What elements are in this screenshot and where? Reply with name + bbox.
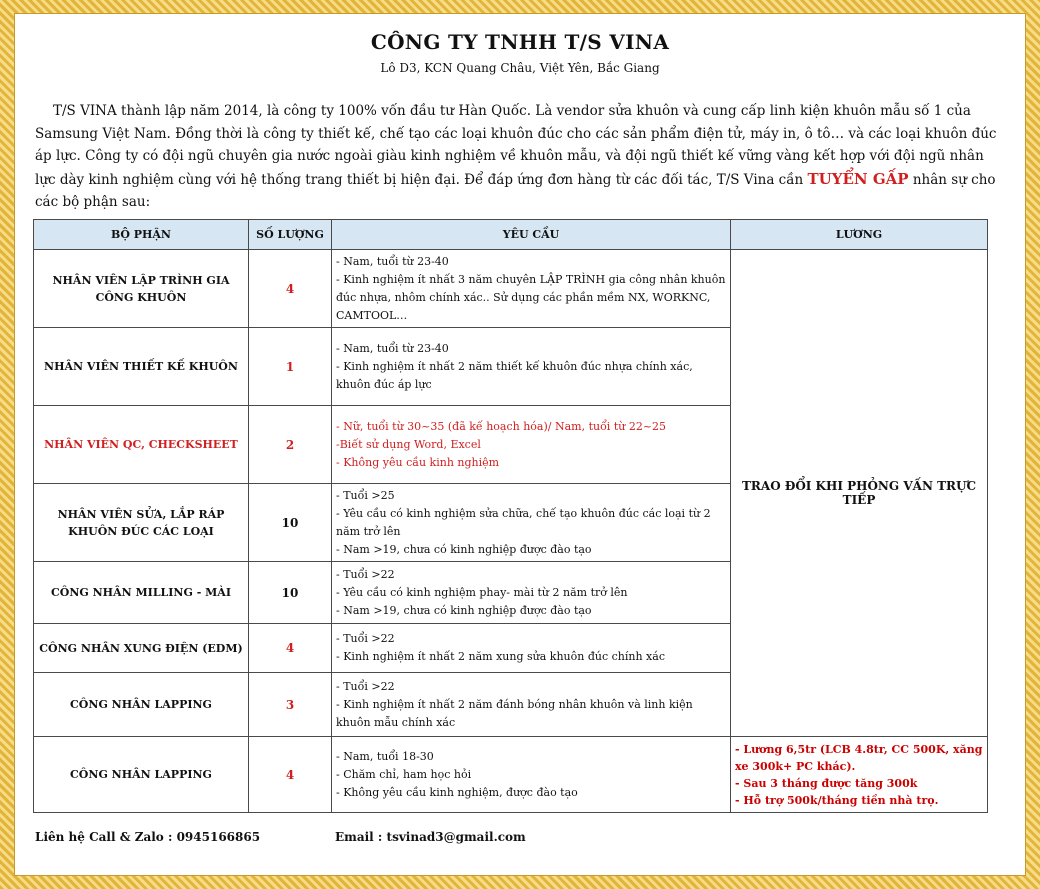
intro-text: T/S VINA thành lập năm 2014, là công ty 100% vốn đầu tư Hàn Quốc. Là vendor sửa khuôn và cung cấp linh kiện khuôn mẫu số 1 của Samsung Việt Nam. Đồng thời là công ty thiết kế, chế tạo các loại khuôn đúc cho các sản phẩm điện tử, máy in, ô tô… và các loại khuôn đúc áp lực. Công ty có đội ngũ chuyên gia nước ngoài giàu kinh nghiệm về khuôn mẫu, và đội ngũ thiết kế vững vàng kết hợp với đội ngũ nhân lực dày kinh nghiệm cùng với hệ thống trang thiết bị hiện đại. Để đáp ứng đơn hàng từ các đối tác, T/S Vina cần: [35, 103, 997, 188]
header-requirements: YÊU CẦU: [332, 220, 731, 250]
req-line: - Không yêu cầu kinh nghiệm: [336, 455, 500, 469]
req-cell: [332, 737, 731, 813]
qty-cell: 4: [249, 624, 332, 673]
req-cell: [332, 562, 731, 624]
qty-cell: 2: [249, 406, 332, 484]
company-title: CÔNG TY TNHH T/S VINA: [370, 30, 670, 54]
qty-cell: 10: [249, 562, 332, 624]
header-department: BỘ PHẬN: [34, 220, 249, 250]
table-header-row: [34, 220, 988, 250]
header-salary: LƯƠNG: [731, 220, 988, 250]
dept-cell: NHÂN VIÊN QC, CHECKSHEET: [34, 406, 249, 484]
intro-paragraph: [35, 100, 1003, 214]
qty-cell: 10: [249, 484, 332, 562]
header-quantity: SỐ LƯỢNG: [249, 220, 332, 250]
salary-line: - Lương 6,5tr (LCB 4.8tr, CC 500K, xăng xe 300k+ PC khác).: [735, 742, 983, 773]
req-cell: [332, 624, 731, 673]
req-line: - Nam, tuổi 18-30: [336, 749, 434, 763]
req-line: -Biết sử dụng Word, Excel: [336, 437, 481, 451]
req-line: - Yêu cầu có kinh nghiệm phay- mài từ 2 năm trở lên: [336, 585, 628, 599]
dept-cell: CÔNG NHÂN MILLING - MÀI: [34, 562, 249, 624]
table-row: [34, 250, 988, 328]
salary-line: - Hỗ trợ 500k/tháng tiền nhà trọ.: [735, 793, 939, 807]
urgent-highlight: TUYỂN GẤP: [807, 169, 909, 188]
req-line: - Kinh nghiệm ít nhất 3 năm chuyên LẬP TRÌNH gia công nhân khuôn đúc nhựa, nhôm chính xác.. Sử dụng các phần mềm NX, WORKNC, CAMTOOL…: [336, 272, 726, 322]
company-address: Lô D3, KCN Quang Châu, Việt Yên, Bắc Giang: [380, 61, 660, 75]
req-line: - Tuổi >22: [336, 567, 395, 581]
req-line: - Tuổi >25: [336, 488, 395, 502]
req-line: - Nam >19, chưa có kinh nghiệp được đào tạo: [336, 603, 592, 617]
salary-detail-cell: [731, 737, 988, 813]
qty-cell: 3: [249, 673, 332, 737]
req-cell: [332, 673, 731, 737]
dept-cell: CÔNG NHÂN XUNG ĐIỆN (EDM): [34, 624, 249, 673]
req-line: - Kinh nghiệm ít nhất 2 năm thiết kế khuôn đúc nhựa chính xác, khuôn đúc áp lực: [336, 359, 693, 391]
req-line: - Chăm chỉ, ham học hỏi: [336, 767, 472, 781]
req-line: - Tuổi >22: [336, 632, 395, 645]
req-line: - Yêu cầu có kinh nghiệm sửa chữa, chế tạo khuôn đúc các loại từ 2 năm trở lên: [336, 506, 711, 538]
req-line: - Không yêu cầu kinh nghiệm, được đào tạo: [336, 785, 578, 799]
req-cell: [332, 328, 731, 406]
req-line: - Kinh nghiệm ít nhất 2 năm xung sửa khuôn đúc chính xác: [336, 650, 665, 663]
req-cell: [332, 406, 731, 484]
req-line: - Tuổi >22: [336, 679, 395, 693]
req-line: - Kinh nghiệm ít nhất 2 năm đánh bóng nhân khuôn và linh kiện khuôn mẫu chính xác: [336, 697, 693, 729]
req-line: - Nữ, tuổi từ 30~35 (đã kế hoạch hóa)/ Nam, tuổi từ 22~25: [336, 419, 667, 433]
req-cell: [332, 484, 731, 562]
qty-cell: 4: [249, 737, 332, 813]
dept-cell: CÔNG NHÂN LAPPING: [34, 673, 249, 737]
table-row: [34, 737, 988, 813]
intro-text-end: nhân sự cho các bộ phận sau:: [35, 171, 996, 210]
req-cell: [332, 250, 731, 328]
qty-cell: 4: [249, 250, 332, 328]
contact-email: Email : tsvinad3@gmail.com: [335, 830, 526, 844]
dept-cell: NHÂN VIÊN LẬP TRÌNH GIA CÔNG KHUÔN: [34, 250, 249, 328]
dept-cell: NHÂN VIÊN THIẾT KẾ KHUÔN: [34, 328, 249, 406]
salary-common-cell: TRAO ĐỔI KHI PHỎNG VẤN TRỰC TIẾP: [731, 250, 988, 737]
dept-cell: CÔNG NHÂN LAPPING: [34, 737, 249, 813]
contact-phone: Liên hệ Call & Zalo : 0945166865: [35, 830, 261, 844]
jobs-table: [33, 219, 988, 813]
req-line: - Nam, tuổi từ 23-40: [336, 254, 449, 268]
dept-cell: NHÂN VIÊN SỬA, LẮP RÁP KHUÔN ĐÚC CÁC LOẠI: [34, 484, 249, 562]
salary-line: - Sau 3 tháng được tăng 300k: [735, 776, 918, 790]
qty-cell: 1: [249, 328, 332, 406]
req-line: - Nam, tuổi từ 23-40: [336, 341, 449, 355]
req-line: - Nam >19, chưa có kinh nghiệp được đào tạo: [336, 542, 592, 556]
document-page: [14, 13, 1026, 876]
